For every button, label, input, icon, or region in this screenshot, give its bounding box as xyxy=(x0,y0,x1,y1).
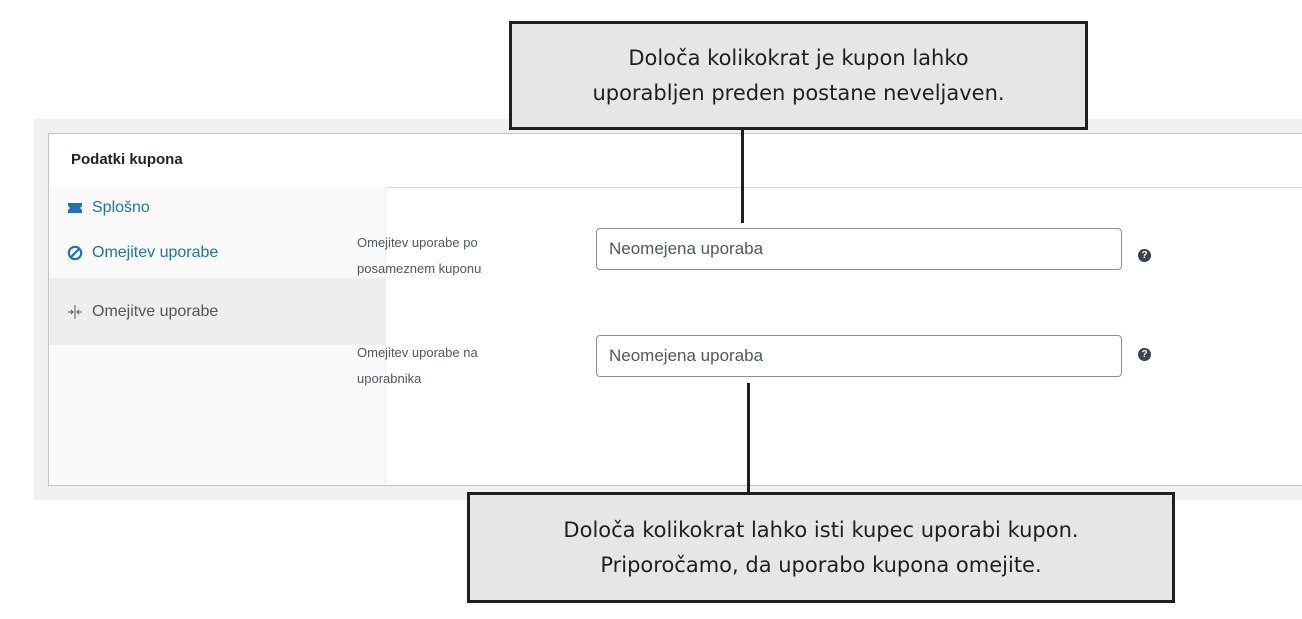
panel-title: Podatki kupona xyxy=(71,151,183,168)
tab-usage-restriction-label: Omejitev uporabe xyxy=(92,244,219,261)
callout-top-connector xyxy=(741,127,744,223)
usage-limit-per-coupon-label-line2: posameznem kuponu xyxy=(357,261,482,276)
callout-bottom-line2: Priporočamo, da uporabo kupona omejite. xyxy=(600,552,1042,577)
usage-limit-per-user-input[interactable] xyxy=(596,335,1122,377)
tab-usage-limits[interactable] xyxy=(49,278,385,345)
prohibited-icon xyxy=(67,245,83,261)
coupon-data-panel xyxy=(48,133,1302,486)
callout-bottom-line1: Določa kolikokrat lahko isti kupec uporabi kupon. xyxy=(563,517,1079,542)
usage-limit-per-user-label xyxy=(357,340,557,392)
usage-limit-per-coupon-input[interactable] xyxy=(596,228,1122,270)
ticket-icon xyxy=(67,200,83,216)
usage-limit-per-user-label-line1: Omejitev uporabe na xyxy=(357,345,478,360)
panel-header xyxy=(49,134,1302,188)
callout-top-line1: Določa kolikokrat je kupon lahko xyxy=(628,45,969,70)
callout-bottom xyxy=(467,492,1175,603)
callout-top xyxy=(509,21,1088,130)
usage-limit-per-coupon-label xyxy=(357,230,557,282)
help-icon[interactable]: ? xyxy=(1138,348,1151,361)
help-icon[interactable]: ? xyxy=(1138,249,1151,262)
tab-usage-restriction[interactable] xyxy=(49,232,385,274)
limit-icon xyxy=(67,304,83,320)
tab-list xyxy=(49,187,386,485)
tab-general-label: Splošno xyxy=(92,199,150,216)
callout-top-line2: uporabljen preden postane neveljaven. xyxy=(592,80,1005,105)
callout-bottom-connector xyxy=(747,383,750,496)
tab-general[interactable] xyxy=(49,187,385,229)
tab-usage-limits-label: Omejitve uporabe xyxy=(92,302,219,320)
usage-limit-per-user-label-line2: uporabnika xyxy=(357,371,422,386)
usage-limit-per-coupon-label-line1: Omejitev uporabe po xyxy=(357,235,478,250)
